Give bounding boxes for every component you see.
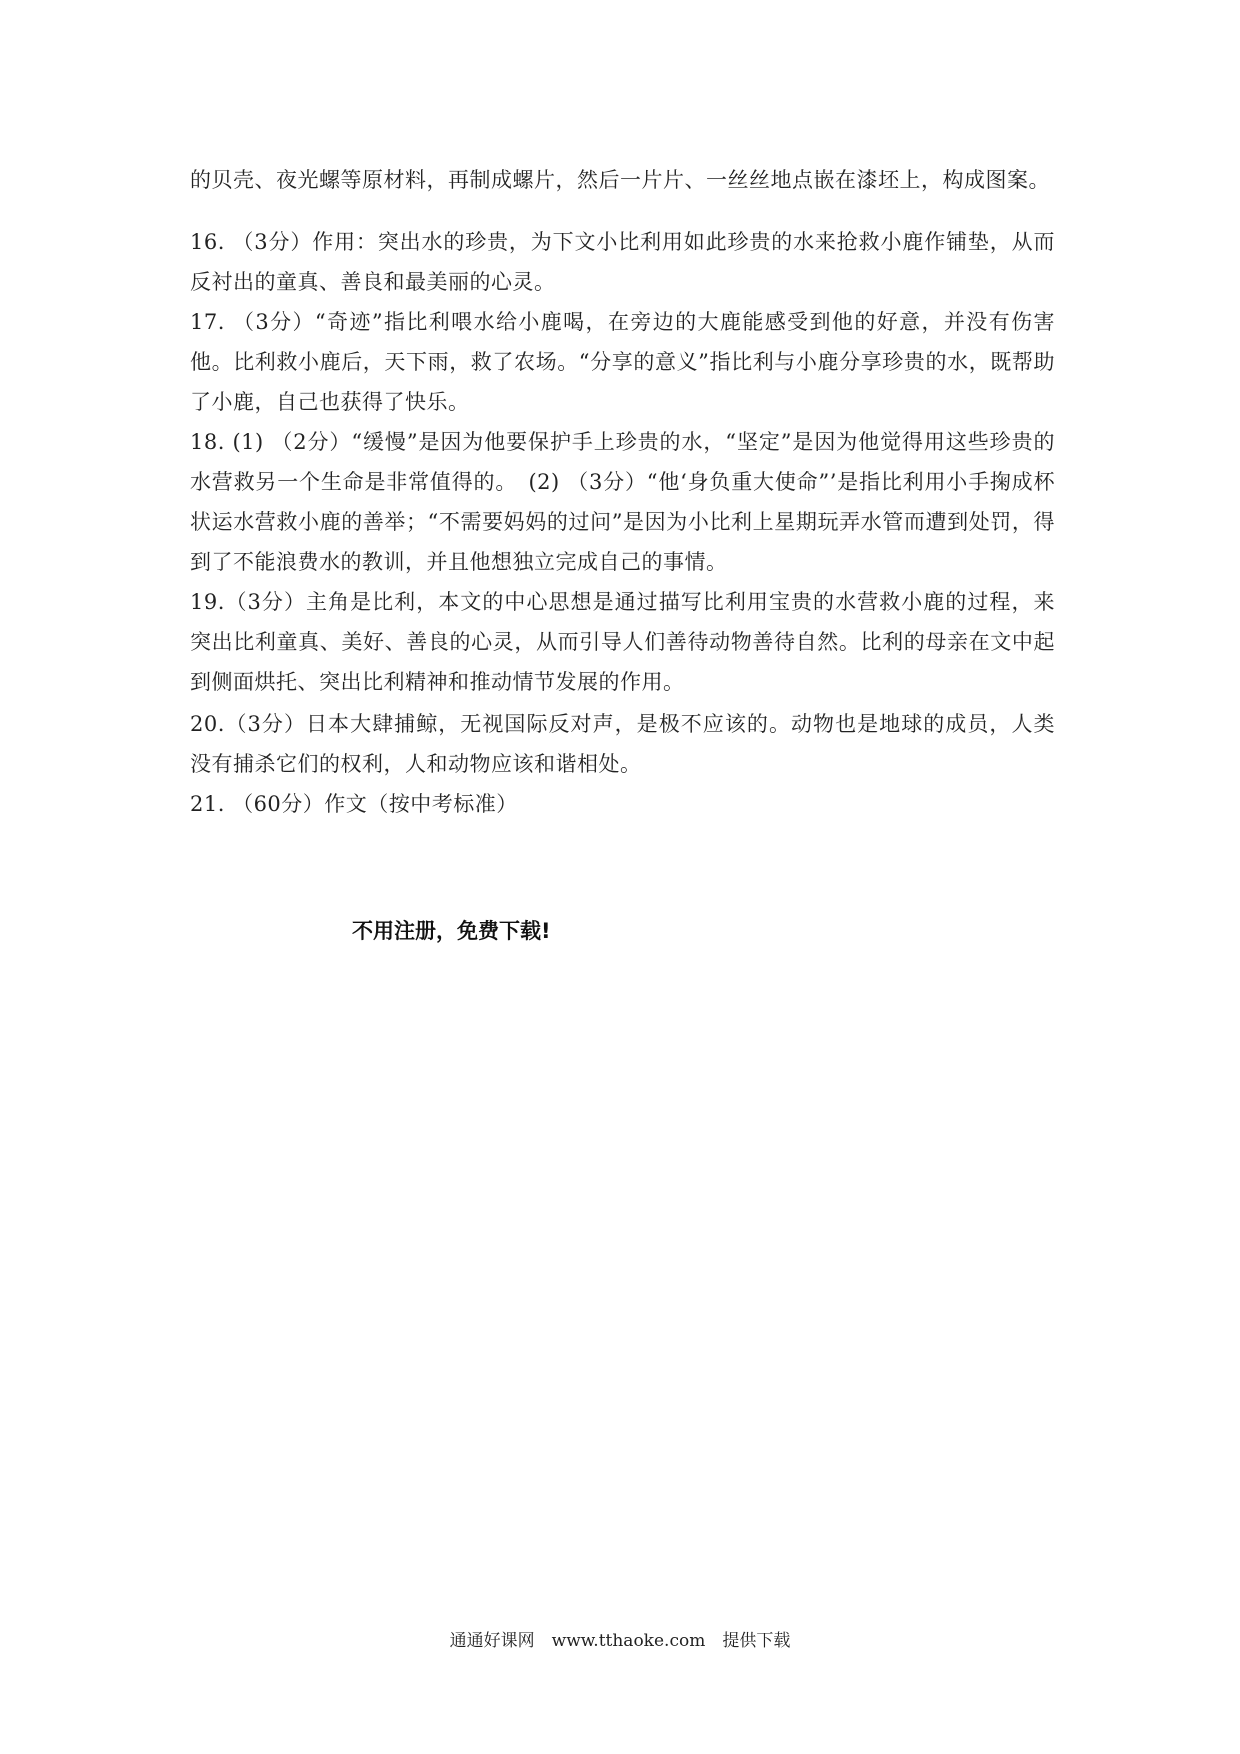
answer-16: 16. （3分）作用：突出水的珍贵，为下文小比利用如此珍贵的水来抢救小鹿作铺垫，从而反衬出的童真、善良和最美丽的心灵。	[190, 230, 1055, 294]
paragraph-continuation: 的贝壳、夜光螺等原材料，再制成螺片，然后一片片、一丝丝地点嵌在漆坯上，构成图案。	[190, 168, 1050, 192]
answer-17: 17. （3分）“奇迹”指比利喂水给小鹿喝，在旁边的大鹿能感受到他的好意，并没有伤害他。比利救小鹿后，天下雨，救了农场。“分享的意义”指比利与小鹿分享珍贵的水，既帮助了小鹿，自己也获得了快乐。	[190, 310, 1055, 414]
answer-content	[190, 160, 1055, 824]
footer-watermark: 通通好课网 www.tthaoke.com 提供下载	[449, 1631, 791, 1651]
answer-18: 18. (1) （2分）“缓慢”是因为他要保护手上珍贵的水，“坚定”是因为他觉得用这些珍贵的水营救另一个生命是非常值得的。 (2) （3分）“他‘身负重大使命”’是指比利用小手掬成杯状运水营救小鹿的善举；“不需要妈妈的过问”是因为小比利上星期玩弄水管而遭到处罚，得到了不能浪费水的教训，并且他想独立完成自己的事情。	[190, 430, 1055, 574]
promo-text: 不用注册，免费下载!	[352, 919, 551, 943]
answer-19: 19.（3分）主角是比利，本文的中心思想是通过描写比利用宝贵的水营救小鹿的过程，来突出比利童真、美好、善良的心灵，从而引导人们善待动物善待自然。比利的母亲在文中起到侧面烘托、突出比利精神和推动情节发展的作用。	[190, 590, 1055, 694]
answer-20: 20.（3分）日本大肆捕鲸，无视国际反对声，是极不应该的。动物也是地球的成员，人类没有捕杀它们的权利，人和动物应该和谐相处。	[190, 712, 1055, 776]
answer-21: 21. （60分）作文（按中考标准）	[190, 792, 518, 816]
